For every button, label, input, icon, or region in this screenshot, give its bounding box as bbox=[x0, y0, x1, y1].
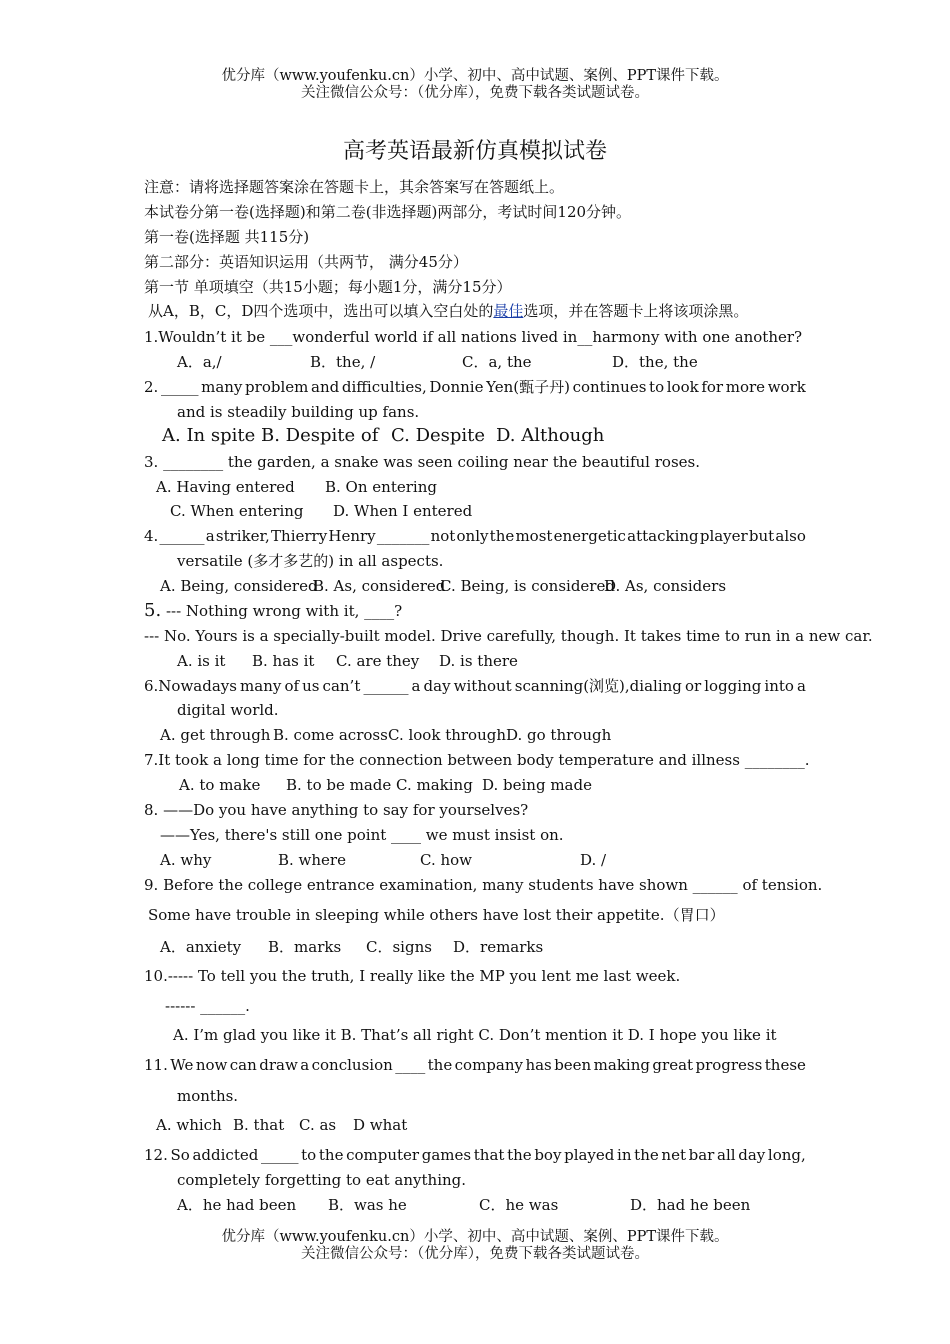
part-heading: 第二部分：英语知识运用（共两节， 满分45分） bbox=[144, 253, 468, 271]
stem-word: boy bbox=[534, 1146, 562, 1164]
stem-word: _____ bbox=[160, 378, 199, 396]
footer-line-1: 优分库（www.youfenku.cn）小学、初中、高中试题、案例、PPT课件下载。 bbox=[221, 1229, 729, 1245]
question-8-option-a: A. why bbox=[160, 851, 212, 869]
exam-title: 高考英语最新仿真模拟试卷 bbox=[342, 139, 607, 164]
footer-line-2: 关注微信公众号：（优分库），免费下载各类试题试卷。 bbox=[301, 1246, 649, 1262]
stem-word: long, bbox=[767, 1146, 806, 1164]
stem-word: 2. bbox=[144, 378, 159, 396]
stem-word: So bbox=[170, 1146, 190, 1164]
question-2-option-c: C. Despite bbox=[391, 425, 486, 446]
stem-word: the bbox=[427, 1056, 453, 1074]
stem-word: energetic bbox=[553, 527, 626, 545]
stem-word: a bbox=[797, 677, 806, 695]
question-4-option-c: C. Being, is considered bbox=[440, 577, 615, 595]
question-5-text: --- Nothing wrong with it, ____? bbox=[161, 602, 403, 620]
volume-heading: 第一卷(选择题 共115分) bbox=[144, 228, 310, 246]
question-6-stem-cont: digital world. bbox=[177, 701, 279, 719]
question-7-option-c: C. making bbox=[396, 776, 473, 794]
question-9-option-d: D．remarks bbox=[453, 938, 544, 956]
question-10-options: A. I’m glad you like it B. That’s all right C. Don’t mention it D. I hope you like it bbox=[173, 1026, 777, 1044]
question-9-option-b: B．marks bbox=[268, 938, 342, 956]
stem-word: the bbox=[507, 1146, 532, 1164]
question-1-option-a: A．a,/ bbox=[177, 353, 222, 371]
stem-word: or bbox=[684, 677, 702, 695]
stem-word: 4. bbox=[144, 527, 159, 545]
stem-word: us bbox=[302, 677, 320, 695]
stem-word: a bbox=[411, 677, 421, 695]
question-6-option-c: C. look through bbox=[388, 726, 507, 744]
stem-word: ______ bbox=[363, 677, 409, 695]
question-3-option-d: D. When I entered bbox=[333, 502, 473, 520]
stem-word: these bbox=[764, 1056, 806, 1074]
question-11-option-c: C. as bbox=[299, 1116, 337, 1134]
stem-word: Yen(甄子丹) bbox=[486, 378, 570, 396]
stem-word: addicted bbox=[192, 1146, 259, 1164]
stem-word: striker, bbox=[215, 527, 270, 545]
stem-word: also bbox=[775, 527, 806, 545]
page-footer bbox=[0, 1229, 950, 1263]
stem-word: We bbox=[170, 1056, 194, 1074]
question-2-option-d: D. Although bbox=[496, 425, 605, 446]
question-4-stem bbox=[144, 527, 806, 545]
stem-word: played bbox=[564, 1146, 615, 1164]
stem-word: look bbox=[666, 378, 699, 396]
question-2-option-a: A. In spite bbox=[162, 425, 256, 446]
stem-word: only bbox=[456, 527, 489, 545]
question-12-option-c: C．he was bbox=[479, 1196, 559, 1214]
question-3-option-a: A. Having entered bbox=[156, 478, 295, 496]
stem-word: to bbox=[301, 1146, 317, 1164]
question-7-option-b: B. to be made bbox=[286, 776, 392, 794]
stem-word: to bbox=[649, 378, 665, 396]
stem-word: player bbox=[699, 527, 748, 545]
question-1-option-b: B．the, / bbox=[310, 353, 376, 371]
question-4-option-d: D. As, considers bbox=[604, 577, 727, 595]
stem-word: great bbox=[652, 1056, 694, 1074]
stem-word: _______ bbox=[376, 527, 430, 545]
question-11-option-b: B. that bbox=[233, 1116, 285, 1134]
stem-word: Henry bbox=[328, 527, 376, 545]
question-10-stem: 10.----- To tell you the truth, I really like the MP you lent me last week. bbox=[144, 967, 681, 985]
question-1-option-c: C．a, the bbox=[462, 353, 532, 371]
stem-word: a bbox=[205, 527, 215, 545]
question-6-stem bbox=[144, 677, 806, 695]
question-6-option-a: A. get through bbox=[160, 726, 271, 744]
stem-word: day bbox=[738, 1146, 766, 1164]
header-line-2: 关注微信公众号：（优分库），免费下载各类试题试卷。 bbox=[301, 85, 649, 101]
stem-word: has bbox=[525, 1056, 552, 1074]
question-8-stem: 8. ——Do you have anything to say for yourselves? bbox=[144, 801, 529, 819]
question-9-option-a: A．anxiety bbox=[160, 938, 242, 956]
question-11-stem bbox=[144, 1056, 806, 1074]
question-9-option-c: C．signs bbox=[366, 938, 432, 956]
question-9-cont: Some have trouble in sleeping while others have lost their appetite.（胃口） bbox=[148, 906, 725, 924]
stem-word: ______ bbox=[159, 527, 205, 545]
question-11-option-d: D what bbox=[353, 1116, 408, 1134]
header-line-1: 优分库（www.youfenku.cn）小学、初中、高中试题、案例、PPT课件下载。 bbox=[221, 68, 729, 84]
instruction-text-post: 选项，并在答题卡上将该项涂黑。 bbox=[523, 302, 749, 320]
question-7-stem: 7.It took a long time for the connection between body temperature and illness ________. bbox=[144, 751, 810, 769]
stem-word: been bbox=[554, 1056, 592, 1074]
stem-word: but bbox=[748, 527, 775, 545]
question-2-option-b: B. Despite of bbox=[261, 425, 379, 446]
question-6-option-d: D. go through bbox=[506, 726, 612, 744]
stem-word: ____ bbox=[395, 1056, 426, 1074]
question-1-option-d: D．the, the bbox=[612, 353, 698, 371]
question-5-option-d: D. is there bbox=[439, 652, 518, 670]
stem-word: attacking bbox=[627, 527, 699, 545]
question-8-reply: ——Yes, there's still one point ____ we must insist on. bbox=[160, 826, 564, 844]
stem-word: without bbox=[453, 677, 512, 695]
stem-word: many bbox=[201, 378, 243, 396]
question-12-option-a: A．he had been bbox=[177, 1196, 297, 1214]
question-11-stem-cont: months. bbox=[177, 1087, 239, 1105]
stem-word: draw bbox=[259, 1056, 298, 1074]
question-12-option-b: B．was he bbox=[328, 1196, 407, 1214]
stem-word: all bbox=[717, 1146, 736, 1164]
structure-line: 本试卷分第一卷(选择题)和第二卷(非选择题)两部分，考试时间120分钟。 bbox=[144, 203, 632, 221]
question-10-reply: ------ ______. bbox=[165, 997, 250, 1015]
instruction-link[interactable]: 最佳 bbox=[493, 302, 524, 320]
stem-word: can bbox=[229, 1056, 257, 1074]
notice-line: 注意：请将选择题答案涂在答题卡上，其余答案写在答题纸上。 bbox=[144, 178, 565, 196]
question-5-option-c: C. are they bbox=[336, 652, 420, 670]
stem-word: 6.Nowadays bbox=[144, 677, 237, 695]
question-5-option-a: A. is it bbox=[177, 652, 226, 670]
section-heading: 第一节 单项填空（共15小题；每小题1分，满分15分） bbox=[144, 278, 512, 296]
stem-word: that bbox=[473, 1146, 505, 1164]
instruction-line bbox=[148, 302, 748, 320]
stem-word: and bbox=[311, 378, 340, 396]
question-5-number: 5. bbox=[144, 600, 162, 621]
stem-word: the bbox=[634, 1146, 659, 1164]
stem-word: work bbox=[767, 378, 806, 396]
stem-word: difficulties, bbox=[341, 378, 427, 396]
question-6-option-b: B. come across bbox=[273, 726, 388, 744]
question-4-option-a: A. Being, considered bbox=[160, 577, 318, 595]
stem-word: _____ bbox=[261, 1146, 299, 1164]
stem-word: 12. bbox=[144, 1146, 168, 1164]
question-9-stem: 9. Before the college entrance examination, many students have shown ______ of tension. bbox=[144, 876, 823, 894]
stem-word: 11. bbox=[144, 1056, 168, 1074]
stem-word: Donnie bbox=[429, 378, 484, 396]
stem-word: progress bbox=[695, 1056, 763, 1074]
stem-word: scanning(浏览),dialing bbox=[514, 677, 682, 695]
stem-word: many bbox=[240, 677, 282, 695]
stem-word: problem bbox=[245, 378, 309, 396]
question-11-option-a: A. which bbox=[156, 1116, 222, 1134]
stem-word: logging bbox=[704, 677, 762, 695]
stem-word: company bbox=[454, 1056, 523, 1074]
stem-word: not bbox=[430, 527, 456, 545]
question-7-option-d: D. being made bbox=[482, 776, 592, 794]
question-8-option-c: C. how bbox=[420, 851, 473, 869]
question-4-option-b: B. As, considered bbox=[313, 577, 446, 595]
stem-word: continues bbox=[572, 378, 647, 396]
question-5-option-b: B. has it bbox=[252, 652, 315, 670]
stem-word: bar bbox=[688, 1146, 715, 1164]
stem-word: most bbox=[515, 527, 553, 545]
question-3-stem: 3. ________ the garden, a snake was seen coiling near the beautiful roses. bbox=[144, 453, 700, 471]
stem-word: a bbox=[300, 1056, 310, 1074]
question-8-option-d: D. / bbox=[580, 851, 607, 869]
stem-word: making bbox=[593, 1056, 650, 1074]
question-5-stem bbox=[144, 602, 402, 620]
question-2-stem bbox=[144, 378, 806, 396]
stem-word: in bbox=[617, 1146, 632, 1164]
stem-word: for bbox=[701, 378, 724, 396]
question-1-stem: 1.Wouldn’t it be ___wonderful world if all nations lived in__harmony with one another? bbox=[144, 328, 803, 346]
question-3-option-b: B. On entering bbox=[325, 478, 437, 496]
question-12-stem-cont: completely forgetting to eat anything. bbox=[177, 1171, 467, 1189]
stem-word: the bbox=[489, 527, 515, 545]
stem-word: into bbox=[764, 677, 794, 695]
stem-word: computer bbox=[346, 1146, 420, 1164]
stem-word: day bbox=[423, 677, 451, 695]
stem-word: conclusion bbox=[311, 1056, 393, 1074]
question-8-option-b: B. where bbox=[278, 851, 346, 869]
stem-word: can’t bbox=[322, 677, 361, 695]
instruction-text-pre: 从A，B，C，D四个选项中，选出可以填入空白处的 bbox=[148, 302, 494, 320]
page-header bbox=[0, 68, 950, 102]
stem-word: more bbox=[725, 378, 766, 396]
question-4-stem-cont: versatile (多才多艺的) in all aspects. bbox=[177, 552, 444, 570]
stem-word: net bbox=[661, 1146, 686, 1164]
stem-word: now bbox=[195, 1056, 228, 1074]
stem-word: games bbox=[421, 1146, 472, 1164]
stem-word: of bbox=[284, 677, 300, 695]
question-7-option-a: A. to make bbox=[179, 776, 261, 794]
question-2-stem-cont: and is steadily building up fans. bbox=[177, 403, 420, 421]
question-12-option-d: D．had he been bbox=[630, 1196, 751, 1214]
stem-word: Thierry bbox=[271, 527, 328, 545]
question-3-option-c: C. When entering bbox=[170, 502, 304, 520]
question-12-stem bbox=[144, 1146, 806, 1164]
question-5-reply: --- No. Yours is a specially-built model. Drive carefully, though. It takes time to run in a new car. bbox=[144, 627, 873, 645]
stem-word: the bbox=[318, 1146, 344, 1164]
